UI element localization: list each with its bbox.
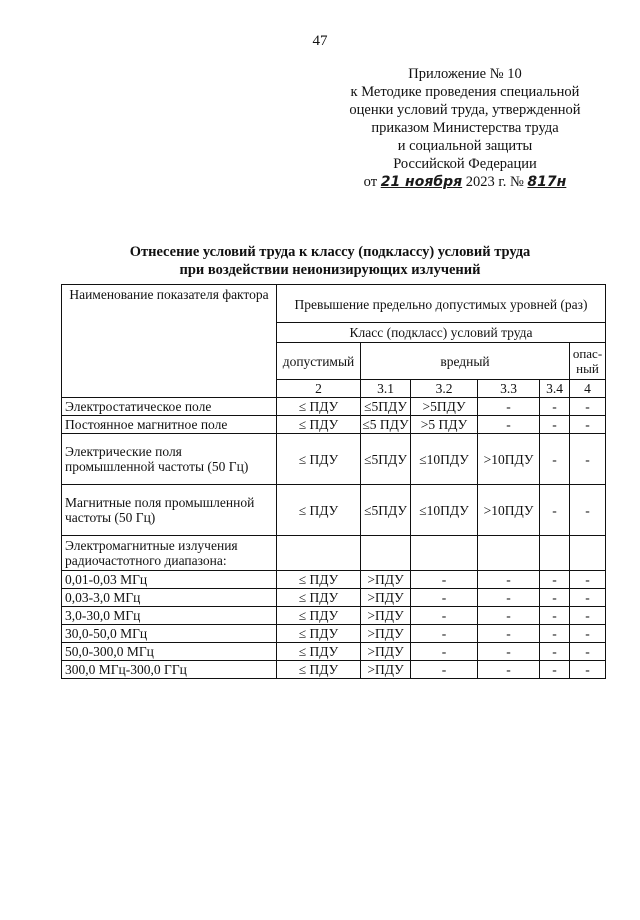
class-value-cell (361, 536, 411, 571)
class-code: 3.4 (540, 380, 570, 398)
factor-name-cell: 0,03-3,0 МГц (62, 589, 277, 607)
table-body (62, 398, 606, 679)
factor-name-cell: 300,0 МГц-300,0 ГГц (62, 661, 277, 679)
class-value-cell: ≤ ПДУ (277, 661, 361, 679)
class-value-cell: - (478, 416, 540, 434)
table-row (62, 571, 606, 589)
class-value-cell: - (540, 398, 570, 416)
class-value-cell: ≤10ПДУ (411, 485, 478, 536)
class-value-cell: - (478, 643, 540, 661)
class-value-cell: >10ПДУ (478, 485, 540, 536)
class-value-cell: - (478, 571, 540, 589)
class-code: 3.1 (361, 380, 411, 398)
factor-name-cell: 30,0-50,0 МГц (62, 625, 277, 643)
header-excess: Превышение предельно допустимых уровней (раз) (277, 285, 606, 323)
table-row (62, 536, 606, 571)
class-code: 4 (570, 380, 606, 398)
class-value-cell: - (570, 571, 606, 589)
class-value-cell: - (478, 661, 540, 679)
class-value-cell: ≤ ПДУ (277, 625, 361, 643)
class-value-cell: - (411, 643, 478, 661)
class-value-cell: ≤ ПДУ (277, 416, 361, 434)
factor-name-cell: 0,01-0,03 МГц (62, 571, 277, 589)
class-value-cell (411, 536, 478, 571)
page-number: 47 (312, 33, 328, 49)
class-value-cell: - (570, 643, 606, 661)
class-value-cell: ≤ ПДУ (277, 434, 361, 485)
class-value-cell: - (540, 485, 570, 536)
class-code: 3.3 (478, 380, 540, 398)
class-value-cell: ≤ ПДУ (277, 589, 361, 607)
factor-name-cell: 3,0-30,0 МГц (62, 607, 277, 625)
appendix-line: приказом Министерства труда (371, 120, 559, 136)
class-value-cell: >ПДУ (361, 643, 411, 661)
class-value-cell: >5 ПДУ (411, 416, 478, 434)
class-value-cell: - (540, 589, 570, 607)
class-value-cell: ≤ ПДУ (277, 485, 361, 536)
class-code: 2 (277, 380, 361, 398)
header-permissible: допустимый (277, 343, 361, 380)
class-value-cell: ≤5ПДУ (361, 434, 411, 485)
date-prefix: от (363, 174, 378, 190)
class-value-cell: >ПДУ (361, 661, 411, 679)
class-value-cell: >ПДУ (361, 589, 411, 607)
appendix-line: к Методике проведения специальной (350, 84, 580, 100)
hazard-class-table (61, 284, 606, 679)
class-value-cell: ≤5ПДУ (361, 398, 411, 416)
class-value-cell: - (411, 625, 478, 643)
header-dangerous: опас-ный (570, 343, 606, 380)
class-value-cell: - (540, 416, 570, 434)
header-factor-name: Наименование показателя фактора (62, 285, 277, 398)
handwritten-order-number: 817н (527, 174, 567, 190)
class-value-cell: ≤10ПДУ (411, 434, 478, 485)
table-row (62, 589, 606, 607)
class-value-cell: - (570, 607, 606, 625)
table-row (62, 485, 606, 536)
class-value-cell (570, 536, 606, 571)
appendix-line: Российской Федерации (393, 156, 537, 172)
class-value-cell: >ПДУ (361, 625, 411, 643)
class-value-cell: >ПДУ (361, 607, 411, 625)
appendix-date-line (320, 173, 610, 191)
class-value-cell: - (478, 398, 540, 416)
class-value-cell: - (570, 416, 606, 434)
class-value-cell: - (411, 589, 478, 607)
class-value-cell: - (570, 589, 606, 607)
header-harmful: вредный (361, 343, 570, 380)
class-value-cell (540, 536, 570, 571)
class-value-cell: - (540, 661, 570, 679)
factor-name-cell: Электромагнитные излучения радиочастотного диапазона: (62, 536, 277, 571)
table-row (62, 625, 606, 643)
handwritten-date: 21 ноября (380, 174, 463, 190)
class-value-cell: - (540, 607, 570, 625)
class-value-cell: ≤ ПДУ (277, 398, 361, 416)
table-row (62, 661, 606, 679)
table-row (62, 398, 606, 416)
factor-name-cell: Электрические поля промышленной частоты (50 Гц) (62, 434, 277, 485)
table-row (62, 416, 606, 434)
class-value-cell (478, 536, 540, 571)
class-value-cell: - (570, 434, 606, 485)
class-value-cell: - (411, 571, 478, 589)
class-value-cell: - (570, 398, 606, 416)
class-value-cell: - (540, 571, 570, 589)
appendix-block (320, 65, 610, 191)
factor-name-cell: 50,0-300,0 МГц (62, 643, 277, 661)
class-value-cell: - (570, 661, 606, 679)
class-code: 3.2 (411, 380, 478, 398)
class-value-cell: - (411, 607, 478, 625)
factor-name-cell: Магнитные поля промышленной частоты (50 Гц) (62, 485, 277, 536)
class-value-cell: - (570, 625, 606, 643)
class-value-cell: - (540, 625, 570, 643)
class-value-cell: - (411, 661, 478, 679)
class-value-cell: ≤ ПДУ (277, 571, 361, 589)
header-class: Класс (подкласс) условий труда (277, 323, 606, 343)
table-row (62, 643, 606, 661)
class-value-cell: - (478, 607, 540, 625)
class-value-cell: >ПДУ (361, 571, 411, 589)
class-value-cell: - (478, 625, 540, 643)
table-row (62, 434, 606, 485)
class-value-cell: - (540, 643, 570, 661)
appendix-line: и социальной защиты (397, 138, 533, 154)
class-value-cell: - (478, 589, 540, 607)
class-value-cell: ≤5ПДУ (361, 485, 411, 536)
appendix-line: Приложение № 10 (408, 66, 522, 82)
title-line: при воздействии неионизирующих излучений (179, 262, 481, 278)
class-value-cell (277, 536, 361, 571)
factor-name-cell: Электростатическое поле (62, 398, 277, 416)
class-value-cell: ≤5 ПДУ (362, 417, 409, 432)
factor-name-cell: Постоянное магнитное поле (62, 416, 277, 434)
table-row (62, 607, 606, 625)
year-text: 2023 г. № (465, 174, 524, 190)
class-value-cell: - (540, 434, 570, 485)
class-value-cell: >10ПДУ (478, 434, 540, 485)
class-value-cell: - (570, 485, 606, 536)
class-value-cell: ≤ ПДУ (277, 643, 361, 661)
class-value-cell: >5ПДУ (411, 398, 478, 416)
appendix-line: оценки условий труда, утвержденной (349, 102, 581, 118)
class-value-cell: ≤ ПДУ (277, 607, 361, 625)
document-title (60, 243, 600, 279)
title-line: Отнесение условий труда к классу (подклассу) условий труда (129, 244, 531, 260)
